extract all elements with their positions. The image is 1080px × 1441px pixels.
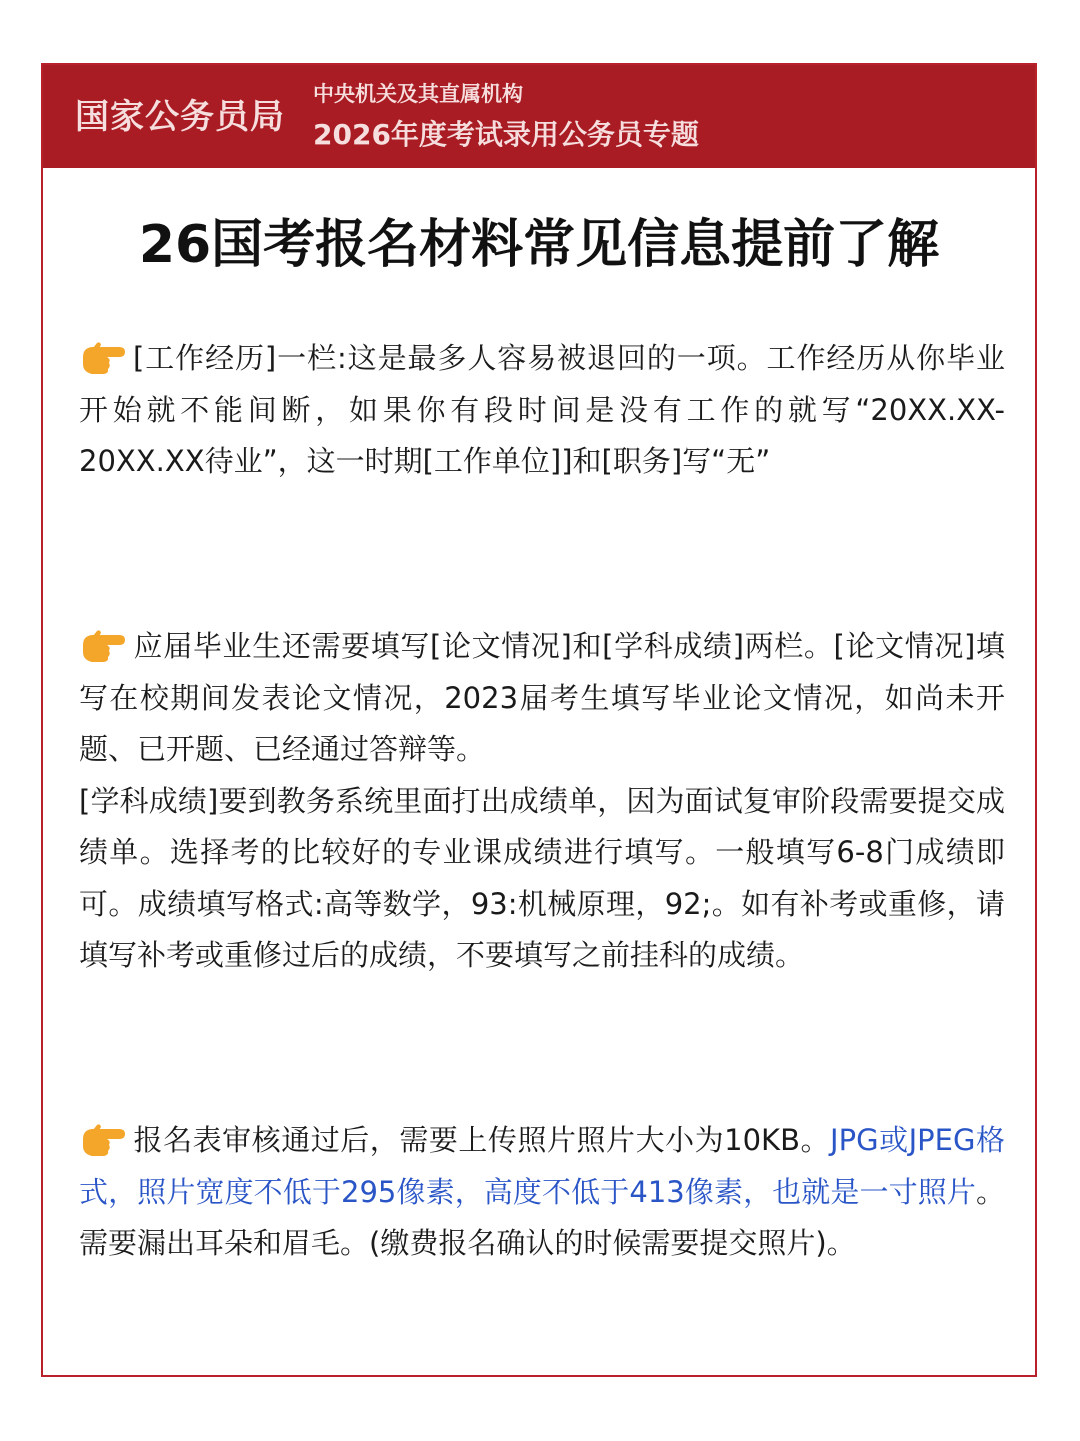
header-banner <box>43 65 1035 168</box>
section-text-tail: 。需要漏出耳朵和眉毛。(缴费报名确认的时候需要提交照片)。 <box>79 1174 1005 1260</box>
banner-subtitle-main: 2026年度考试录用公务员专题 <box>313 118 699 151</box>
section-text: 报名表审核通过后，需要上传照片照片大小为10KB。 <box>133 1123 831 1157</box>
highlighted-photo-spec: JPG或JPEG格式，照片宽度不低于295像素，高度不低于413像素，也就是一寸照片 <box>79 1123 1005 1209</box>
section-photo-upload <box>79 1115 1005 1270</box>
pointing-hand-icon <box>79 337 127 377</box>
section-text-continued: [学科成绩]要到教务系统里面打出成绩单，因为面试复审阶段需要提交成绩单。选择考的比较好的专业课成绩进行填写。一般填写6-8门成绩即可。成绩填写格式:高等数学，93:机械原理，92;。如有补考或重修，请填写补考或重修过后的成绩，不要填写之前挂科的成绩。 <box>79 783 1005 972</box>
banner-subtitle-top: 中央机关及其直属机构 <box>313 82 523 106</box>
content-card <box>41 63 1037 1377</box>
banner-org-name: 国家公务员局 <box>75 97 285 137</box>
page-title: 26国考报名材料常见信息提前了解 <box>138 215 940 275</box>
section-text: [工作经历]一栏:这是最多人容易被退回的一项。工作经历从你毕业开始就不能间断，如果你有段时间是没有工作的就写“20XX.XX-20XX.XX待业”，这一时期[工作单位]]和[职务]写“无” <box>79 341 1005 478</box>
section-text: 应届毕业生还需要填写[论文情况]和[学科成绩]两栏。[论文情况]填写在校期间发表论文情况，2023届考生填写毕业论文情况，如尚未开题、已开题、已经通过答辩等。 <box>79 629 1005 766</box>
pointing-hand-icon <box>79 625 127 665</box>
section-work-experience <box>79 333 1005 488</box>
pointing-hand-icon <box>79 1119 127 1159</box>
section-graduate-info <box>79 621 1005 982</box>
